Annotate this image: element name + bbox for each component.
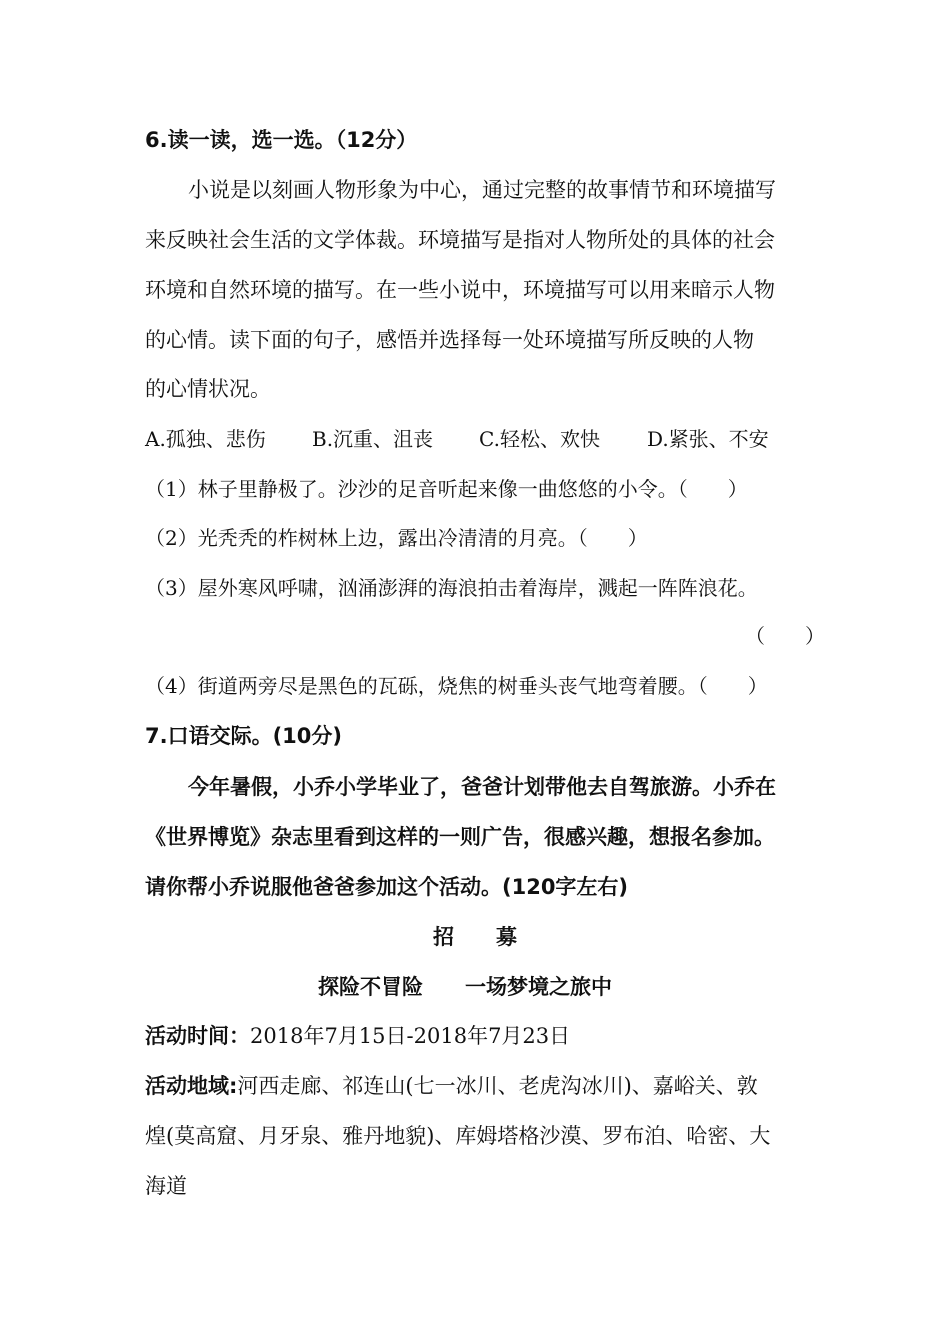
ad-subtitle: 探险不冒险 一场梦境之旅中 [318,975,612,999]
activity-area-line: 煌(莫高窟、月牙泉、雅丹地貌)、库姆塔格沙漠、罗布泊、哈密、大 [145,1124,771,1148]
q6-paragraph-line: 的心情状况。 [145,377,271,401]
q7-paragraph-line: 请你帮小乔说服他爸爸参加这个活动。(120字左右) [145,875,629,899]
activity-area-label: 活动地域: [145,1074,238,1098]
q6-item-1: （1）林子里静极了。沙沙的足音听起来像一曲悠悠的小令。（ ） [145,477,748,501]
q6-item-3: （3）屋外寒风呼啸，汹涌澎湃的海浪拍击着海岸，溅起一阵阵浪花。 [145,576,758,600]
q7-paragraph-line: 今年暑假，小乔小学毕业了，爸爸计划带他去自驾旅游。小乔在 [188,775,776,799]
activity-time [145,1022,570,1050]
q6-option-b: B.沉重、沮丧 [312,427,434,451]
activity-time-label: 活动时间： [145,1024,250,1048]
q6-paragraph-line: 来反映社会生活的文学体裁。环境描写是指对人物所处的具体的社会 [145,228,775,252]
q6-item-3-blank: （ ） [745,624,825,648]
q6-paragraph-line: 小说是以刻画人物形象为中心，通过完整的故事情节和环境描写 [188,178,776,202]
q6-item-2: （2）光秃秃的柞树林上边，露出冷清清的月亮。（ ） [145,526,648,550]
activity-area [145,1072,758,1100]
activity-area-line: 海道 [145,1174,187,1198]
activity-time-value: 2018年7月15日-2018年7月23日 [250,1024,571,1048]
q6-option-a: A.孤独、悲伤 [145,427,266,451]
q7-paragraph-line: 《世界博览》杂志里看到这样的一则广告，很感兴趣，想报名参加。 [145,825,775,849]
ad-title: 招 募 [433,925,517,949]
q6-option-d: D.紧张、不安 [647,427,769,451]
activity-area-line: 河西走廊、祁连山(七一冰川、老虎沟冰川)、嘉峪关、敦 [237,1074,758,1098]
q6-item-4: （4）街道两旁尽是黑色的瓦砾，烧焦的树垂头丧气地弯着腰。（ ） [145,674,768,698]
q6-paragraph-line: 环境和自然环境的描写。在一些小说中，环境描写可以用来暗示人物 [145,278,775,302]
question-6-title: 6.读一读，选一选。（12分） [145,128,418,152]
q6-paragraph-line: 的心情。读下面的句子，感悟并选择每一处环境描写所反映的人物 [145,328,754,352]
question-7-title: 7.口语交际。(10分) [145,724,343,748]
q6-option-c: C.轻松、欢快 [479,427,600,451]
